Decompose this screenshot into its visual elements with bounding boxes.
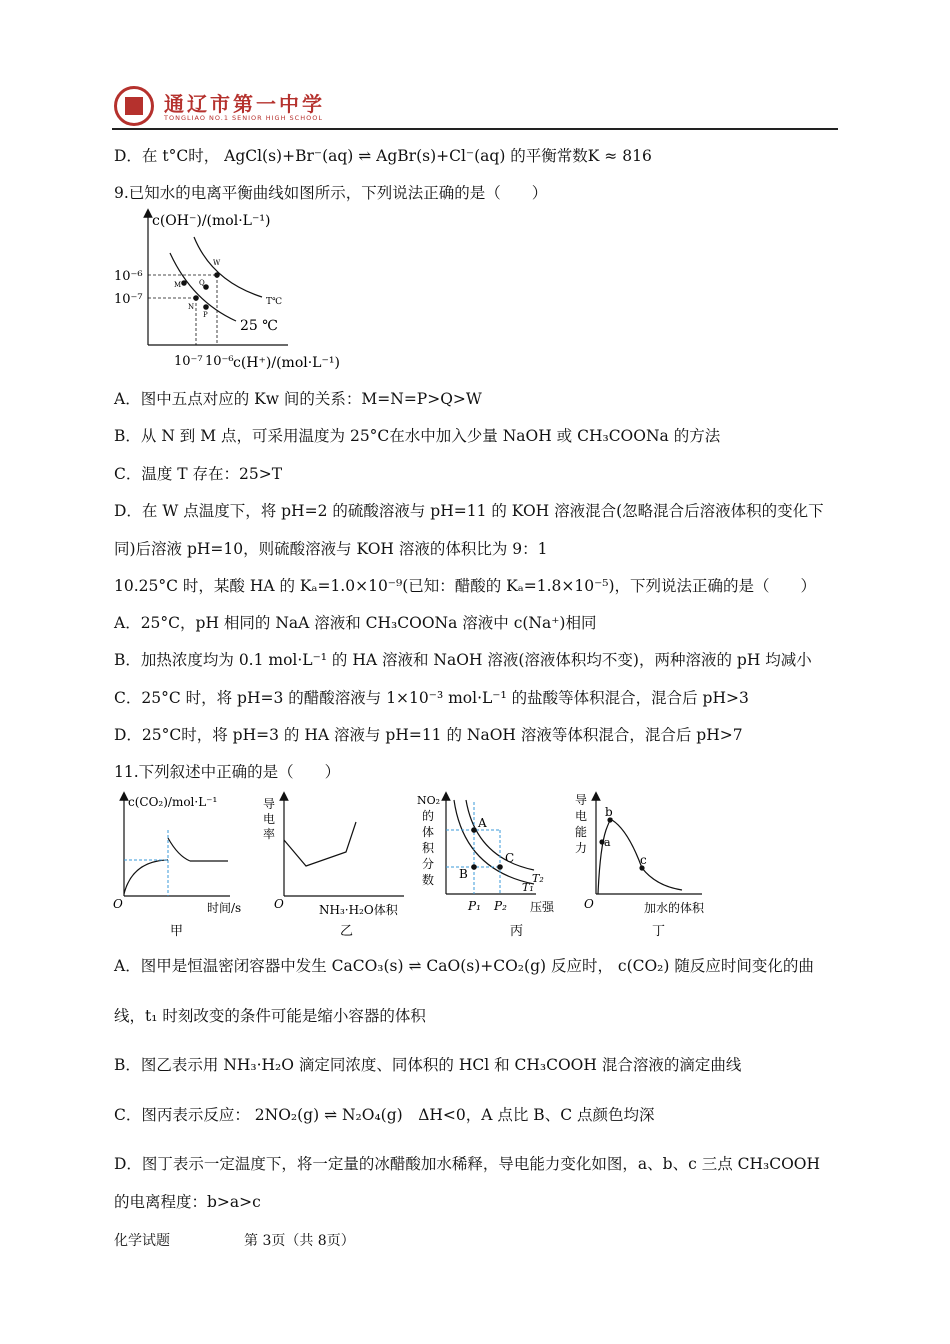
y-label-3: 率	[263, 827, 276, 841]
footer-subject: 化学试题	[114, 1233, 170, 1249]
q11-fig-bing	[416, 790, 566, 940]
x-axis-label: 压强	[530, 900, 555, 914]
x-tick-2: 10⁻⁶	[205, 354, 234, 369]
label-p2: P₂	[494, 899, 507, 913]
q11-option-c: C．图丙表示反应： 2NO₂(g) ⇌ N₂O₄(g) ΔH<0，A 点比 B、C 点颜色均深	[114, 1106, 655, 1124]
caption: 甲	[170, 924, 184, 939]
x-tick-1: 10⁻⁷	[174, 354, 203, 369]
y-tick-2: 10⁻⁷	[114, 292, 143, 307]
point-m	[181, 280, 187, 286]
curve-tc-label: T℃	[266, 297, 283, 307]
point-w	[214, 272, 220, 278]
x-axis-label: c(H⁺)/(mol·L⁻¹)	[233, 355, 340, 371]
caption: 丙	[510, 924, 524, 939]
point-a	[471, 827, 477, 833]
point-c	[497, 864, 503, 870]
y-label-5: 分	[422, 857, 435, 871]
label-q: Q	[199, 279, 205, 287]
curve-rise	[124, 860, 166, 894]
q11-option-a-line1: A．图甲是恒温密闭容器中发生 CaCO₃(s) ⇌ CaO(s)+CO₂(g) 反应时， c(CO₂) 随反应时间变化的曲	[114, 957, 814, 975]
label-a: A	[478, 816, 487, 830]
label-m: M	[174, 281, 182, 289]
curve-jump	[168, 838, 190, 861]
y-label-1: 导	[575, 793, 588, 807]
x-axis-label: 时间/s	[207, 901, 242, 915]
q11-fig-jia	[110, 790, 250, 940]
label-p: P	[203, 311, 208, 319]
label-n: N	[188, 303, 195, 311]
point-n	[193, 295, 199, 301]
q11-option-a-line2: 线，t₁ 时刻改变的条件可能是缩小容器的体积	[114, 1007, 426, 1025]
label-t2: T₂	[532, 872, 544, 885]
q10-option-d: D．25°C时，将 pH=3 的 HA 溶液与 pH=11 的 NaOH 溶液等体积混合，混合后 pH>7	[114, 726, 743, 744]
q10-option-c: C．25°C 时，将 pH=3 的醋酸溶液与 1×10⁻³ mol·L⁻¹ 的盐酸等体积混合，混合后 pH>3	[114, 689, 749, 707]
y-label-4: 积	[422, 841, 435, 855]
q10-option-b: B．加热浓度均为 0.1 mol·L⁻¹ 的 HA 溶液和 NaOH 溶液(溶液体积均不变)，两种溶液的 pH 均减小	[114, 651, 812, 669]
label-b: B	[459, 867, 468, 881]
y-label-2: 电	[575, 809, 588, 823]
q11-option-d-line2: 的电离程度：b>a>c	[114, 1193, 261, 1211]
q9-option-d-line1: D．在 W 点温度下，将 pH=2 的硫酸溶液与 pH=11 的 KOH 溶液混合(忽略混合后溶液体积的变化下	[114, 502, 824, 520]
y-label-2: 电	[263, 812, 276, 826]
q11-fig-ding	[572, 790, 732, 940]
q8-option-d: D．在 t°C时， AgCl(s)+Br⁻(aq) ⇌ AgBr(s)+Cl⁻(aq) 的平衡常数K ≈ 816	[114, 147, 652, 165]
q9-water-ionization-graph	[112, 205, 352, 380]
caption: 乙	[340, 924, 354, 939]
origin-label: O	[584, 897, 594, 911]
y-axis-label: c(OH⁻)/(mol·L⁻¹)	[152, 213, 271, 229]
titration-curve	[284, 822, 356, 866]
logo-emblem-icon	[125, 97, 143, 115]
label-b: b	[605, 805, 613, 819]
q9-stem: 9.已知水的电离平衡曲线如图所示，下列说法正确的是（ ）	[114, 184, 548, 202]
label-c: C	[505, 851, 515, 865]
y-axis-label: c(CO₂)/mol·L⁻¹	[128, 795, 218, 809]
q11-option-b: B．图乙表示用 NH₃·H₂O 滴定同浓度、同体积的 HCl 和 CH₃COOH 混合溶液的滴定曲线	[114, 1056, 742, 1074]
y-label-6: 数	[422, 873, 435, 887]
q11-fig-yi	[262, 790, 412, 940]
x-axis-label: 加水的体积	[644, 901, 705, 915]
label-a: a	[604, 836, 611, 849]
q10-option-a: A．25°C，pH 相同的 NaA 溶液和 CH₃COONa 溶液中 c(Na⁺)相同	[114, 614, 597, 632]
y-label-1: NO₂	[417, 794, 441, 807]
label-p1: P₁	[468, 899, 481, 913]
y-label-3: 能	[575, 825, 588, 839]
point-b	[471, 864, 477, 870]
footer-page: 第 3页（共 8页）	[244, 1233, 355, 1249]
y-label-4: 力	[575, 841, 588, 855]
y-label-3: 体	[422, 825, 435, 839]
y-label-2: 的	[422, 809, 435, 823]
q9-option-c: C．温度 T 存在：25>T	[114, 465, 283, 483]
y-label-1: 导	[263, 797, 276, 811]
school-name: 通辽市第一中学	[164, 92, 325, 116]
y-tick-1: 10⁻⁶	[114, 269, 143, 284]
school-name-en: TONGLIAO NO.1 SENIOR HIGH SCHOOL	[164, 114, 323, 122]
caption: 丁	[652, 924, 666, 939]
q9-option-b: B．从 N 到 M 点，可采用温度为 25°C在水中加入少量 NaOH 或 CH₃COONa 的方法	[114, 427, 721, 445]
q10-stem: 10.25°C 时，某酸 HA 的 Kₐ=1.0×10⁻⁹(已知：醋酸的 Kₐ=1.8×10⁻⁵)，下列说法正确的是（ ）	[114, 577, 817, 595]
q9-option-d-line2: 同)后溶液 pH=10，则硫酸溶液与 KOH 溶液的体积比为 9：1	[114, 540, 548, 558]
q11-stem: 11.下列叙述中正确的是（ ）	[114, 763, 341, 781]
origin-label: O	[274, 897, 284, 911]
q11-option-d-line1: D．图丁表示一定温度下，将一定量的冰醋酸加水稀释，导电能力变化如图，a、b、c 三点 CH₃COOH	[114, 1155, 821, 1173]
label-t1: T₁	[522, 881, 534, 894]
label-c: c	[640, 853, 647, 867]
curve-25c-label: 25 ℃	[240, 318, 278, 334]
origin-label: O	[113, 897, 123, 911]
school-logo	[114, 86, 154, 126]
point-p	[203, 304, 209, 310]
header-divider	[112, 128, 838, 130]
q9-option-a: A．图中五点对应的 Kw 间的关系：M=N=P>Q>W	[114, 390, 482, 408]
x-axis-label: NH₃·H₂O体积	[319, 903, 398, 917]
label-w: W	[213, 259, 221, 267]
